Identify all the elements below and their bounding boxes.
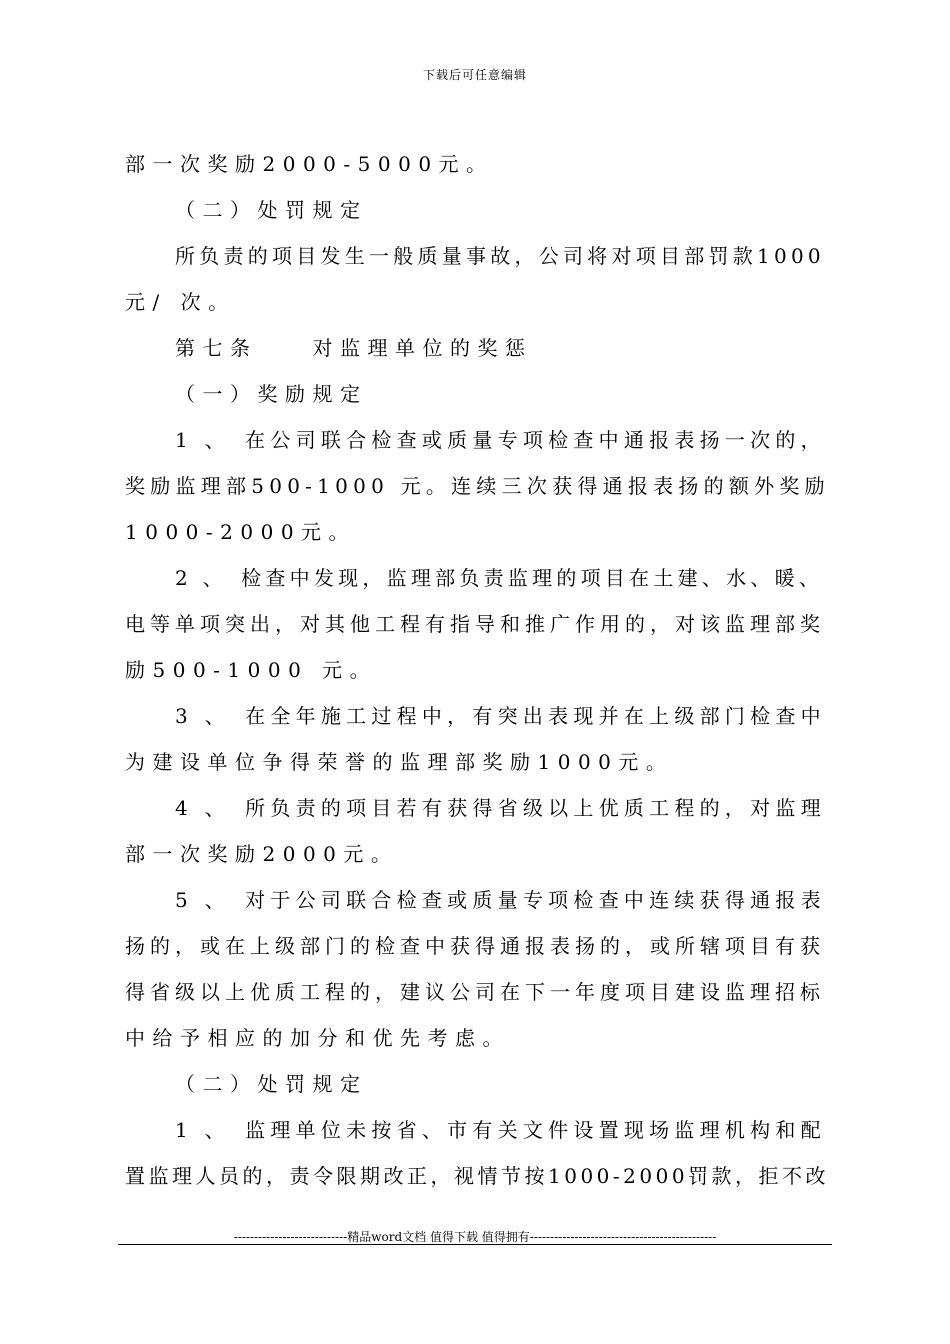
item-5-line-4: 中给予相应的加分和优先考虑。 [125, 1026, 510, 1050]
item-3-line-2: 为建设单位争得荣誉的监理部奖励1000元。 [125, 750, 674, 774]
text-line-1: 部一次奖励2000-5000元。 [125, 152, 494, 176]
item-2-line-3: 励500-1000 元。 [125, 658, 378, 682]
item-2-line-2: 电等单项突出，对其他工程有指导和推广作用的，对该监理部奖 [125, 612, 825, 636]
section-heading-reward: （一）奖励规定 [175, 382, 368, 406]
item-5-line-2: 扬的，或在上级部门的检查中获得通报表扬的，或所辖项目有获 [125, 934, 825, 958]
penalty-item-1-line-1: 1 、 监理单位未按省、市有关文件设置现场监理机构和配 [175, 1118, 826, 1142]
section-heading-penalty: （二）处罚规定 [175, 198, 368, 222]
item-3-line-1: 3 、 在全年施工过程中，有突出表现并在上级部门检查中 [175, 704, 826, 728]
text-line-3: 所负责的项目发生一般质量事故，公司将对项目部罚款1000 [175, 244, 825, 268]
footer-divider [118, 1244, 832, 1245]
page-header: 下载后可任意编辑 [422, 68, 527, 82]
item-5-line-3: 得省级以上优质工程的，建议公司在下一年度项目建设监理招标 [125, 980, 825, 1004]
item-4-line-1: 4 、 所负责的项目若有获得省级以上优质工程的，对监理 [175, 796, 826, 820]
section-heading-penalty-2: （二）处罚规定 [175, 1072, 368, 1096]
item-1-line-1: 1 、 在公司联合检查或质量专项检查中通报表扬一次的， [175, 428, 826, 452]
item-1-line-3: 1000-2000元。 [125, 520, 357, 544]
item-4-line-2: 部一次奖励2000元。 [125, 842, 399, 866]
article-heading: 第七条 对监理单位的奖惩 [175, 336, 533, 360]
page-footer: ----------------------------精品word文档 值得下载 值得拥有---------------------------------------------- [233, 1230, 717, 1244]
item-1-line-2: 奖励监理部500-1000 元。连续三次获得通报表扬的额外奖励 [125, 474, 830, 498]
penalty-item-1-line-2: 置监理人员的，责令限期改正，视情节按1000-2000罚款，拒不改 [125, 1164, 830, 1188]
item-5-line-1: 5 、 对于公司联合检查或质量专项检查中连续获得通报表 [175, 888, 826, 912]
text-line-4: 元/ 次。 [125, 290, 236, 314]
item-2-line-1: 2 、 检查中发现，监理部负责监理的项目在土建、水、暖、 [175, 566, 824, 590]
